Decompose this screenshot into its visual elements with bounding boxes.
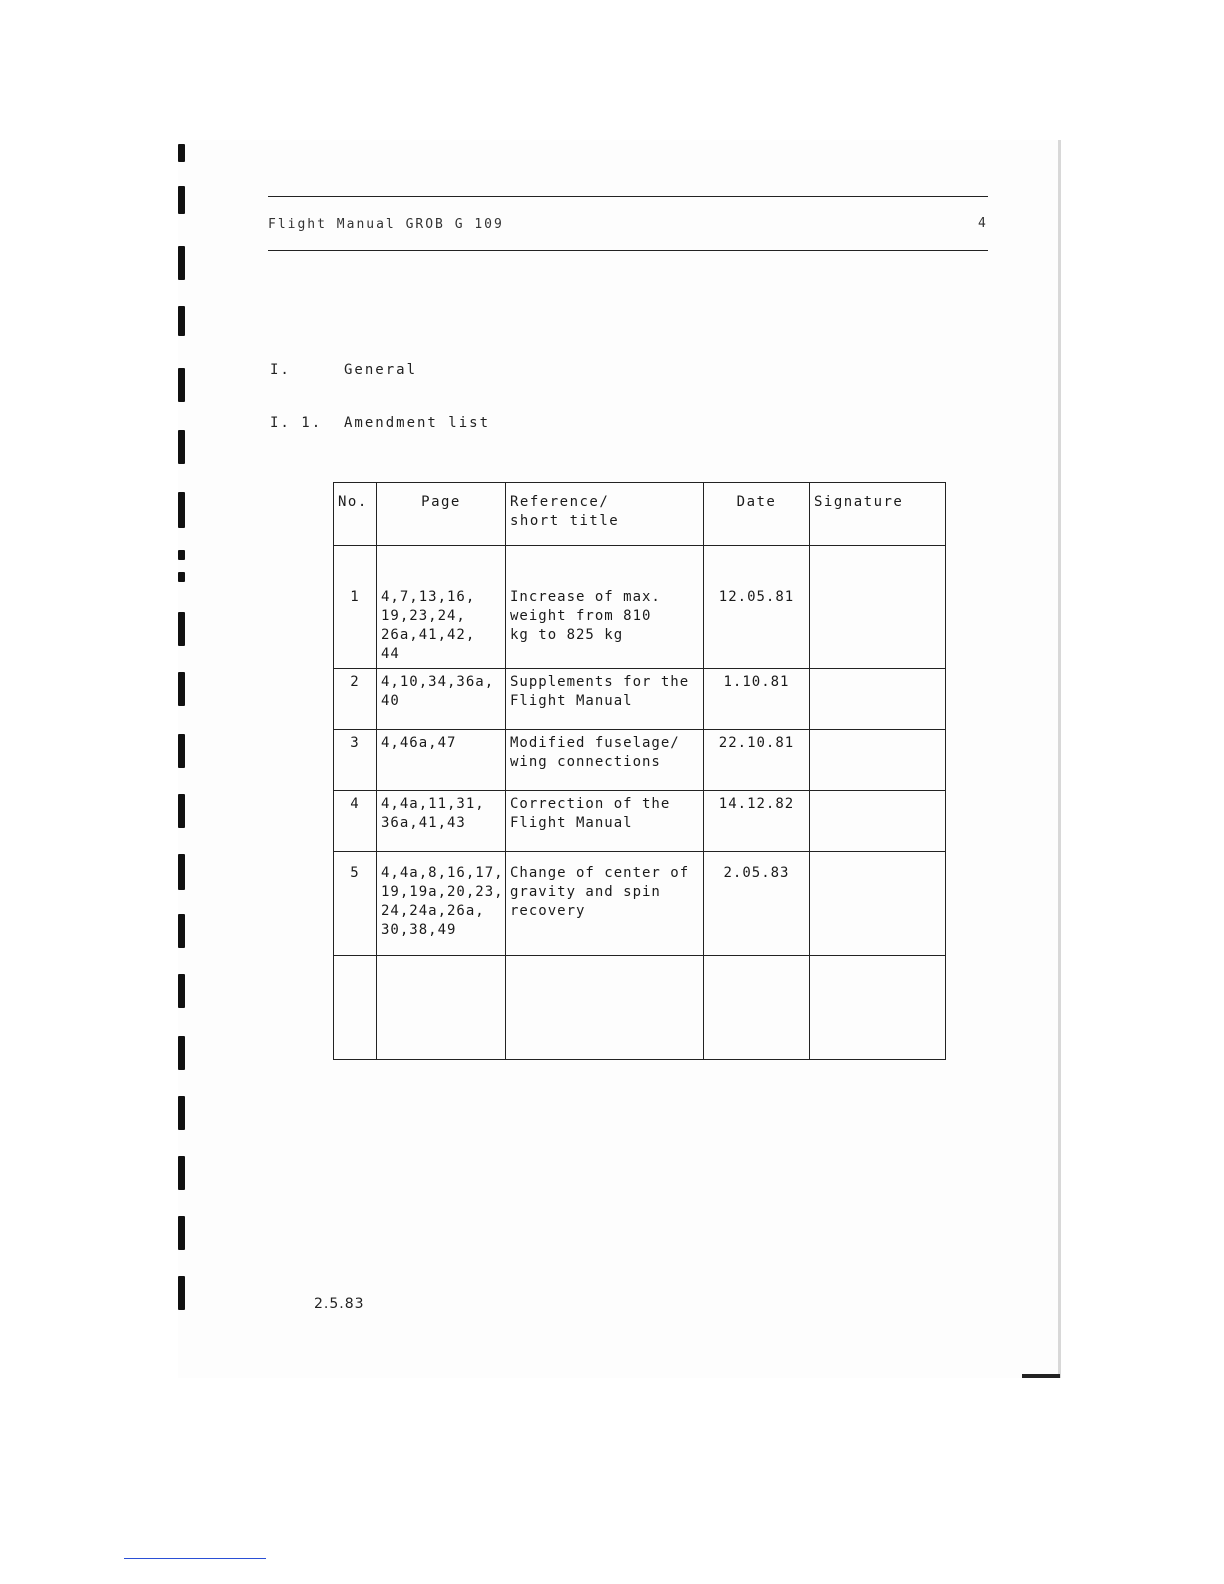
section-number: I.: [270, 362, 291, 378]
cell-signature: [810, 956, 946, 1060]
cell-no: 2: [334, 669, 377, 730]
header-rule-bottom: [268, 250, 988, 251]
table-row: [334, 546, 946, 669]
cell-pages: 4,10,34,36a, 40: [377, 669, 506, 730]
cell-pages: 4,7,13,16, 19,23,24, 26a,41,42, 44: [377, 546, 506, 669]
col-header-page: Page: [377, 483, 506, 546]
table-row: [334, 852, 946, 956]
cell-reference: Change of center of gravity and spin recovery: [506, 852, 704, 956]
cell-date: 1.10.81: [704, 669, 810, 730]
col-header-signature: Signature: [810, 483, 946, 546]
cell-date: 22.10.81: [704, 730, 810, 791]
cell-pages: [377, 956, 506, 1060]
cell-reference: Correction of the Flight Manual: [506, 791, 704, 852]
cell-reference: Supplements for the Flight Manual: [506, 669, 704, 730]
cell-reference: Modified fuselage/ wing connections: [506, 730, 704, 791]
cell-no: 4: [334, 791, 377, 852]
cell-pages: 4,46a,47: [377, 730, 506, 791]
cell-pages: 4,4a,8,16,17, 19,19a,20,23, 24,24a,26a, 30,38,49: [377, 852, 506, 956]
cell-date: 14.12.82: [704, 791, 810, 852]
page-number: 4: [978, 216, 986, 231]
manual-title: Flight Manual GROB G 109: [268, 217, 504, 232]
subsection-heading: [270, 415, 490, 431]
cell-reference: Increase of max. weight from 810 kg to 825 kg: [506, 546, 704, 669]
cell-no: 3: [334, 730, 377, 791]
cell-signature: [810, 730, 946, 791]
table-row: [334, 956, 946, 1060]
page-shadow: [1022, 1374, 1060, 1378]
table-row: [334, 791, 946, 852]
cell-date: 2.05.83: [704, 852, 810, 956]
cell-signature: [810, 852, 946, 956]
page-edge: [1058, 140, 1061, 1378]
col-header-date: Date: [704, 483, 810, 546]
table-row: [334, 730, 946, 791]
section-title: General: [344, 362, 418, 378]
cell-date: 12.05.81: [704, 546, 810, 669]
table-header-row: [334, 483, 946, 546]
cell-no: [334, 956, 377, 1060]
cell-no: 1: [334, 546, 377, 669]
subsection-title: Amendment list: [344, 415, 491, 431]
col-header-reference: Reference/ short title: [506, 483, 704, 546]
subsection-number: I. 1.: [270, 415, 323, 431]
col-header-no: No.: [334, 483, 377, 546]
section-heading: [270, 362, 417, 378]
cell-reference: [506, 956, 704, 1060]
cell-signature: [810, 669, 946, 730]
cell-signature: [810, 791, 946, 852]
revision-date: 2.5.83: [314, 1296, 365, 1312]
binding-holes: [176, 140, 190, 1320]
table-row: [334, 669, 946, 730]
cell-pages: 4,4a,11,31, 36a,41,43: [377, 791, 506, 852]
amendment-table: [333, 482, 946, 1060]
cell-no: 5: [334, 852, 377, 956]
header-rule-top: [268, 196, 988, 197]
cell-signature: [810, 546, 946, 669]
cell-date: [704, 956, 810, 1060]
viewer-link-underline: [124, 1558, 266, 1559]
